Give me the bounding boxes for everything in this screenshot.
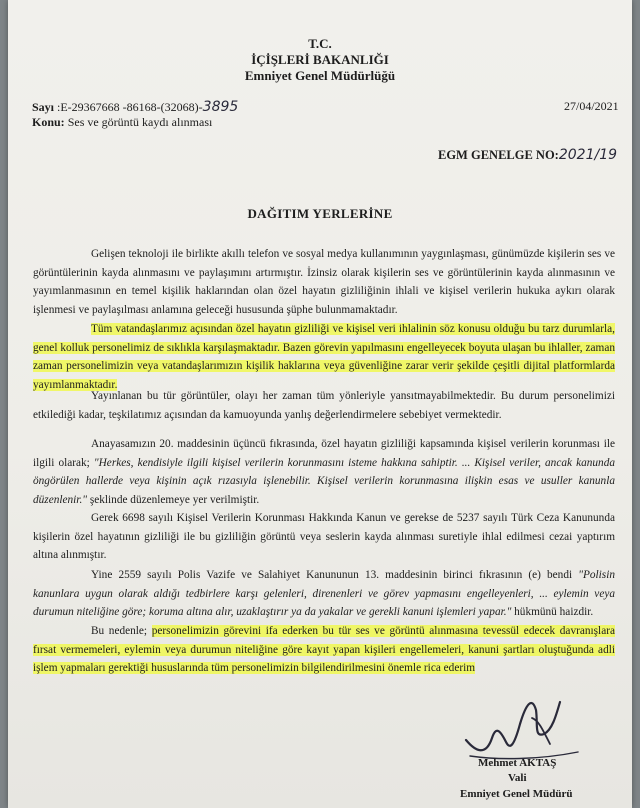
konu-label: Konu:	[32, 115, 65, 129]
sayi-value: :E-29367668 -86168-(32068)-	[57, 100, 203, 114]
document-date: 27/04/2021	[564, 99, 619, 113]
paragraph-6-tail: hükmünü haizdir.	[511, 606, 594, 618]
paragraph-3	[33, 387, 615, 424]
paragraph-1-text: Gelişen teknoloji ile birlikte akıllı telefon ve sosyal medya kullanımının yaygınlaşması, günümüzde kişilerin ses ve görüntülerinin kayda alınmasını ve paylaşımını artırmıştır. İzinsiz olarak kişilerin ses ve görüntülerinin kayda alınmasının ve yayımlanmasının en temel kişilik haklarından olan özel hayatın gizliliğinin ihlali ve kişisel verilerin hukuka aykırı olarak işlenmesi ve paylaşılması anlamına geleceği hususunda şüphe bulunmamaktadır.	[33, 248, 615, 316]
konu-row	[32, 115, 212, 130]
paragraph-5-text: Gerek 6698 sayılı Kişisel Verilerin Korunması Hakkında Kanun ve gerekse de 5237 sayılı Türk Ceza Kanununda kişilerin özel hayatının gizliliği ile bu gizliliğin görüntü veya seslerin kayda alınması suretiyle ihlal edilmesi cezai yaptırım altına alınmıştır.	[33, 512, 615, 561]
paragraph-6-text: Yine 2559 sayılı Polis Vazife ve Salahiyet Kanununun 13. maddesinin birinci fıkrasının (e) bendi	[91, 569, 579, 581]
ministry-title: İÇİŞLERİ BAKANLIĞI	[251, 52, 389, 67]
paragraph-2-highlighted-text: Tüm vatandaşlarımız açısından özel hayatın gizliliği ve kişisel veri ihlalinin söz konusu olduğu bu tarz durumlarla, genel kolluk personelimiz de sıklıkla karşılaşmaktadır. Bazen görevin yapılmasını engelleyecek boyuta ulaşan bu ihlaller, zaman zaman personelimizin veya vatandaşlarımızın kişilik haklarına veya güvenliğine zarar verir şekilde çeşitli dijital platformlarda yayımlanmaktadır.	[33, 323, 615, 391]
signatory-title: Vali	[508, 772, 527, 784]
genelge-handwritten: 2021/19	[558, 147, 618, 163]
sayi-label: Sayı	[32, 100, 55, 114]
sayi-row	[32, 99, 238, 115]
directorate-title: Emniyet Genel Müdürlüğü	[244, 68, 396, 83]
police-law-quote: "Polisin kanunlara uygun olarak aldığı tedbirlere karşı gelenleri, direnenleri ve görev yapmasını engelleyenleri, ... eylemin veya durumun niteliğine göre; koruma altına alır, uzaklaştırır ya da yakalar ve gerekli kanuni işlemleri yapar."	[33, 569, 615, 618]
paragraph-4	[33, 435, 615, 509]
paragraph-4-tail: şeklinde düzenlemeye yer verilmiştir.	[87, 493, 260, 506]
sayi-handwritten: 3895	[202, 99, 239, 115]
paragraph-7-lead: Bu nedenle;	[91, 625, 152, 637]
genelge-label: EGM GENELGE NO:	[438, 148, 559, 162]
paragraph-2	[33, 320, 615, 394]
paragraph-3-text: Yayınlanan bu tür görüntüler, olayı her zaman tüm yönleriyle yansıtmayabilmektedir. Bu durum personelimizi etkilediği kadar, teşkilatımız açısından da kamuoyunda yanlış değerlendirmelere sebebiyet vermektedir.	[33, 390, 615, 421]
signatory-name: Mehmet AKTAŞ	[478, 757, 557, 769]
signatory-position: Emniyet Genel Müdürü	[460, 788, 573, 800]
document-page	[8, 0, 632, 808]
paragraph-6	[33, 566, 615, 622]
paragraph-7-highlighted-text: personelimizin görevini ifa ederken bu tür ses ve görüntü alınmasına tevessül edecek davranışlara fırsat vermemeleri, eylemin veya durumun niteliğine göre kayıt yapan kişileri engellemeleri, kanuni şartları oluştuğunda adli işlem yapmaları gerektiği hususlarında tüm personelimizin bilgilendirilmesini önemle rica ederim	[33, 625, 615, 674]
paragraph-4-text: Anayasamızın 20. maddesinin üçüncü fıkrasında, özel hayatın gizliliği kapsamında kişisel verilerin korunması ile ilgili olarak;	[33, 438, 615, 469]
distribution-heading: DAĞITIM YERLERİNE	[247, 206, 393, 221]
konu-value: Ses ve görüntü kaydı alınması	[67, 115, 213, 129]
constitution-quote: "Herkes, kendisiyle ilgili kişisel verilerin korunmasını isteme hakkına sahiptir. ... Kişisel veriler, ancak kanunda öngörülen hallerde veya kişinin açık rızasıyla işlenebilir. Kişisel verilerin korunmasına ilişkin esas ve usuller kanunla düzenlenir."	[33, 456, 615, 506]
genelge-row	[438, 146, 617, 164]
paragraph-5	[33, 509, 615, 565]
country-label: T.C.	[308, 36, 332, 51]
paragraph-7	[33, 622, 615, 678]
paragraph-1	[33, 245, 615, 319]
